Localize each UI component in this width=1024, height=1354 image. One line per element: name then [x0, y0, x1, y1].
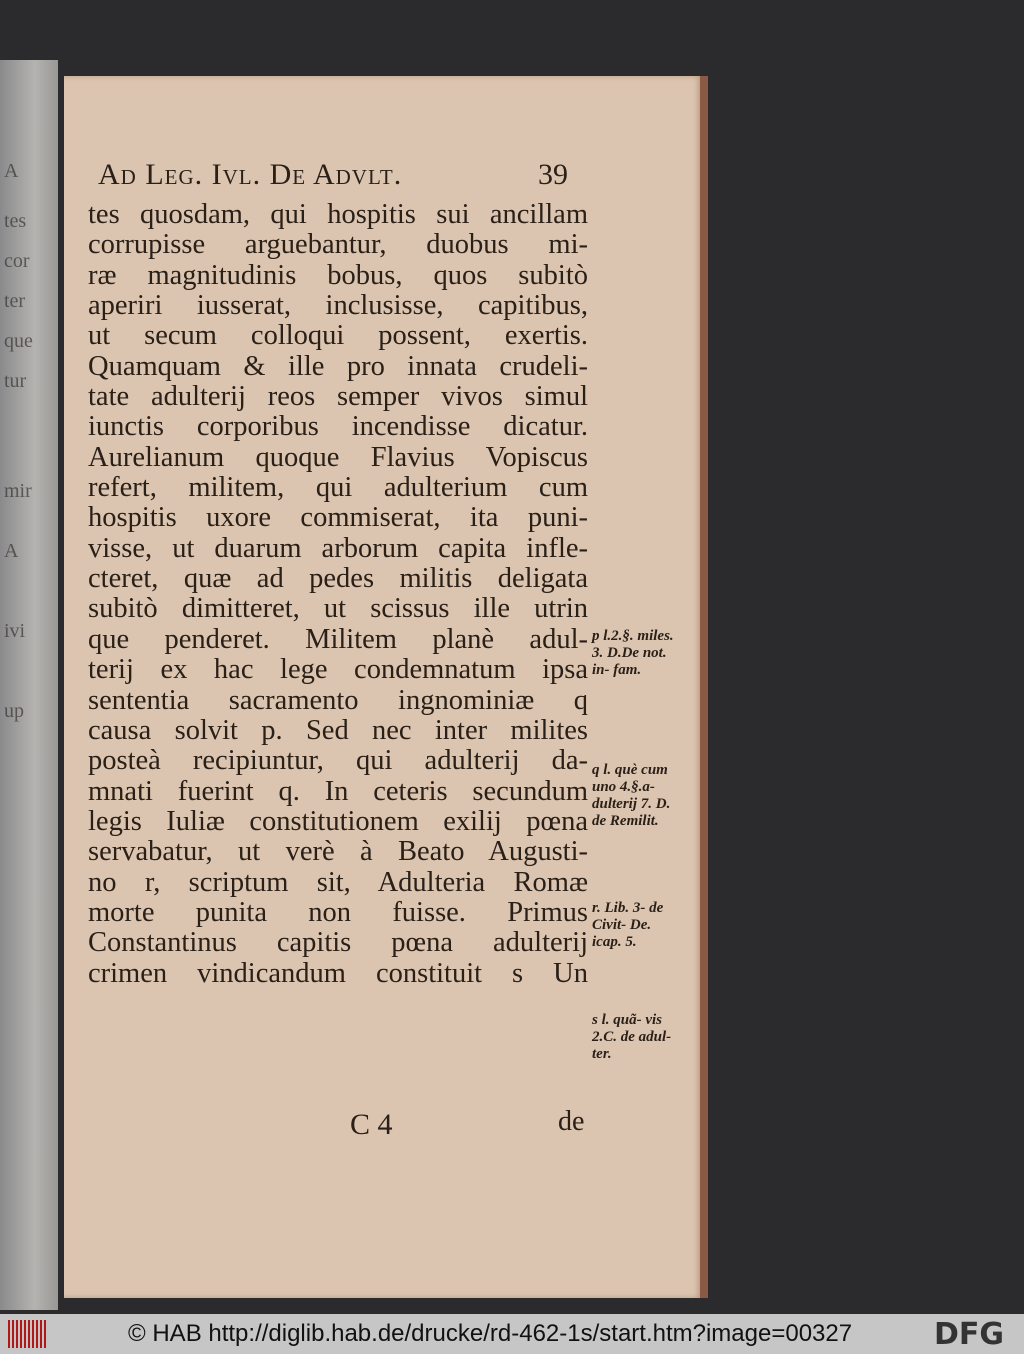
text-line: crimen vindicandum constituit s Un [88, 957, 588, 989]
running-title: Ad Leg. Ivl. De Advlt. [98, 158, 403, 191]
body-text [88, 200, 588, 989]
text-line: cteret, quæ ad pedes militis deligata [88, 563, 588, 595]
signature-mark: C 4 [350, 1108, 393, 1141]
catchword: de [558, 1106, 585, 1137]
text-line: que penderet. Militem planè adul- [88, 623, 588, 655]
text-line: mnati fuerint q. In ceteris secundum [88, 775, 588, 807]
text-line: hospitis uxore commiserat, ita puni- [88, 502, 588, 534]
page-number: 39 [538, 158, 568, 191]
text-line: Aurelianum quoque Flavius Vopiscus [88, 441, 588, 473]
text-line: subitò dimitteret, ut scissus ille utrin [88, 593, 588, 625]
page-edge [700, 76, 708, 1298]
text-line: corrupisse arguebantur, duobus mi- [88, 229, 588, 261]
text-line: Constantinus capitis pœna adulterij [88, 927, 588, 959]
text-line: Quamquam & ille pro innata crudeli- [88, 350, 588, 382]
text-line: tes quosdam, qui hospitis sui ancillam [88, 199, 588, 230]
text-line: sententia sacramento ingnominiæ q [88, 684, 588, 716]
margin-note-q: q l. què cum uno 4.§.a- dulterij 7. D. de Remilit. [592, 762, 671, 829]
text-line: posteà recipiuntur, qui adulterij da- [88, 745, 588, 777]
previous-page-edge: A tes cor ter que tur mir A ivi up [0, 60, 58, 1310]
margin-note-r: r. Lib. 3- de Civit- De. icap. 5. [592, 900, 664, 950]
text-line: ut secum colloqui possent, exertis. [88, 320, 588, 352]
text-line: legis Iuliæ constitutionem exilij pœna [88, 805, 588, 837]
text-line: visse, ut duarum arborum capita infle- [88, 532, 588, 564]
text-line: morte punita non fuisse. Primus [88, 896, 588, 928]
text-line: tate adulterij reos semper vivos simul [88, 381, 588, 413]
text-line: aperiri iusserat, inclusisse, capitibus, [88, 290, 588, 322]
text-line: causa solvit p. Sed nec inter milites [88, 714, 588, 746]
text-line: iunctis corporibus incendisse dicatur. [88, 411, 588, 443]
dfg-logo: DFG [934, 1317, 1005, 1352]
text-line: ræ magnitudinis bobus, quos subitò [88, 259, 588, 291]
text-line: no r, scriptum sit, Adulteria Romæ [88, 866, 588, 898]
text-line: terij ex hac lege condemnatum ipsa [88, 654, 588, 686]
margin-note-s: s l. quã- vis 2.C. de adul- ter. [592, 1012, 672, 1062]
text-line: refert, militem, qui adulterium cum [88, 472, 588, 504]
copyright-url: © HAB http://diglib.hab.de/drucke/rd-462-1s/start.htm?image=00327 [128, 1320, 853, 1347]
text-line: servabatur, ut verè à Beato Augusti- [88, 836, 588, 868]
margin-note-p: p l.2.§. miles. 3. D.De not. in- fam. [592, 628, 674, 678]
hab-logo-icon [8, 1320, 48, 1348]
footer-bar [0, 1314, 1024, 1354]
